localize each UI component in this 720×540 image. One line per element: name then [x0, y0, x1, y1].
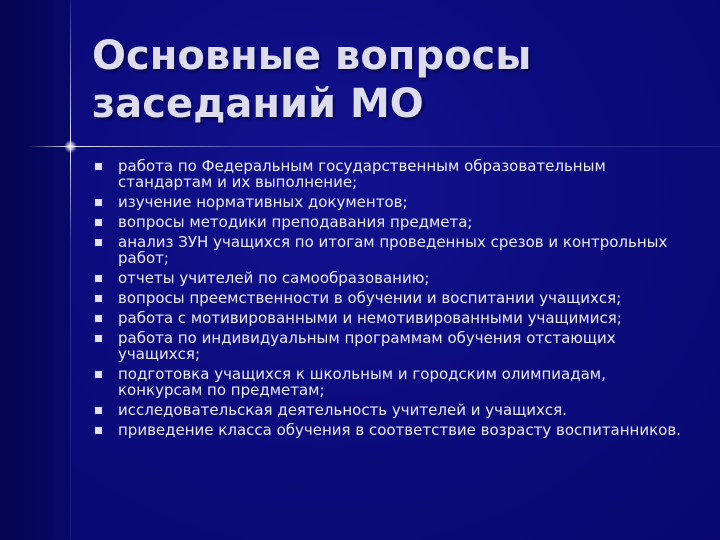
- list-item-text: исследовательская деятельность учителей и учащихся.: [118, 401, 567, 419]
- list-item: [92, 402, 692, 418]
- list-item-text: работа по индивидуальным программам обучения отстающих учащихся;: [118, 329, 616, 363]
- square-bullet-icon: [95, 371, 102, 378]
- list-item-text: вопросы преемственности в обучении и воспитании учащихся;: [118, 289, 622, 307]
- list-item-text: анализ ЗУН учащихся по итогам проведенных срезов и контрольных работ;: [118, 233, 668, 267]
- list-item: [92, 422, 692, 438]
- list-item: [92, 270, 692, 286]
- list-item-text: работа с мотивированными и немотивированными учащимися;: [118, 309, 622, 327]
- sparkle-horizontal-line: [28, 146, 720, 147]
- list-item: [92, 366, 692, 398]
- list-item-text: подготовка учащихся к школьным и городским олимпиадам, конкурсам по предметам;: [118, 365, 606, 399]
- list-item-text: отчеты учителей по самообразованию;: [118, 269, 430, 287]
- slide-title-line-2: заседаний МО: [92, 81, 424, 127]
- list-item-text: изучение нормативных документов;: [118, 193, 408, 211]
- list-item: [92, 330, 692, 362]
- list-item: [92, 214, 692, 230]
- square-bullet-icon: [95, 295, 102, 302]
- list-item: [92, 194, 692, 210]
- list-item-text: вопросы методики преподавания предмета;: [118, 213, 473, 231]
- square-bullet-icon: [95, 199, 102, 206]
- square-bullet-icon: [95, 407, 102, 414]
- slide-title-line-1: Основные вопросы: [92, 33, 532, 79]
- square-bullet-icon: [95, 239, 102, 246]
- list-item: [92, 158, 692, 190]
- square-bullet-icon: [95, 275, 102, 282]
- square-bullet-icon: [95, 427, 102, 434]
- list-item-text: приведение класса обучения в соответствие возрасту воспитанников.: [118, 421, 681, 439]
- list-item: [92, 290, 692, 306]
- square-bullet-icon: [95, 335, 102, 342]
- slide-title: [92, 32, 692, 128]
- list-item: [92, 310, 692, 326]
- list-item: [92, 234, 692, 266]
- sparkle-star-icon: [64, 140, 77, 153]
- square-bullet-icon: [95, 315, 102, 322]
- sparkle-vertical-line: [70, 0, 71, 540]
- left-panel-background: [0, 0, 70, 540]
- square-bullet-icon: [95, 163, 102, 170]
- square-bullet-icon: [95, 219, 102, 226]
- list-item-text: работа по Федеральным государственным образовательным стандартам и их выполнение;: [118, 157, 606, 191]
- bullet-list: [92, 158, 692, 442]
